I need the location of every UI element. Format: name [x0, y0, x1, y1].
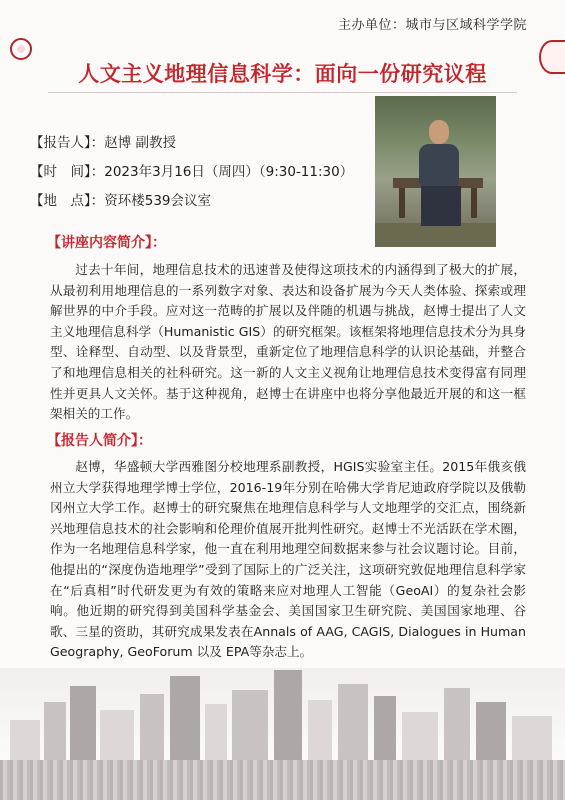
skyline-building — [338, 684, 368, 760]
college-logo — [10, 38, 32, 60]
skyline-building — [10, 720, 40, 760]
organizer-line: 主办单位：城市与区域科学学院 — [337, 18, 527, 33]
title-divider — [48, 92, 517, 93]
skyline-building — [402, 712, 438, 760]
time-value: 2023年3月16日（周四）（9:30-11:30） — [104, 164, 354, 180]
photo-ground — [375, 223, 496, 247]
skyline-building — [140, 694, 164, 760]
skyline-footer — [0, 668, 565, 800]
skyline-building — [512, 716, 552, 760]
skyline-base — [0, 760, 565, 800]
lecture-heading: 【讲座内容简介】： — [47, 235, 166, 251]
place-label: 【地 点】： — [30, 193, 105, 209]
skyline-building — [100, 710, 134, 760]
place-value: 资环楼539会议室 — [104, 193, 212, 209]
skyline-building — [44, 702, 66, 760]
skyline-building — [444, 688, 470, 760]
poster-title: 人文主义地理信息科学：面向一份研究议程 — [78, 62, 487, 86]
speaker-row — [30, 131, 176, 151]
skyline-building — [205, 704, 227, 760]
skyline-building — [70, 686, 96, 760]
time-label: 【时 间】： — [30, 164, 105, 180]
skyline-building — [308, 700, 332, 760]
skyline-building — [374, 696, 396, 760]
skyline-building — [476, 702, 506, 760]
speaker-value: 赵博 副教授 — [104, 135, 177, 151]
speaker-photo — [375, 96, 496, 247]
skyline-building — [232, 690, 268, 760]
photo-bench-leg — [399, 188, 405, 218]
time-row — [30, 160, 353, 180]
skyline-building — [274, 670, 302, 760]
photo-person-body — [419, 144, 459, 186]
lecture-body: 过去十年间，地理信息技术的迅速普及使得这项技术的内涵得到了极大的扩展，从最初利用地理信息的一系列数字对象、表达和设备扩展为今天人类体验、探索或理解世界的中介手段。应对这一范畴的扩展以及伴随的机遇与挑战，赵博士提出了人文主义地理信息科学（Humanistic GIS）的研究框架。该框架将地理信息技术分为具身型、诠释型、自动型、以及背景型，重新定位了地理信息科学的认识论基础，并整合了和地理信息相关的社科研究。这一新的人文主义视角让地理信息技术变得富有同理性并更具人文关怀。基于这种视角，赵博士在讲座中也将分享他最近开展的和这一框架相关的工作。 — [50, 262, 526, 422]
skyline-building — [170, 676, 200, 760]
bio-body: 赵博，华盛顿大学西雅图分校地理系副教授，HGIS实验室主任。2015年俄亥俄州立大学获得地理学博士学位，2016-19年分别在哈佛大学肯尼迪政府学院以及俄勒冈州立大学工作。赵博士的研究聚焦在地理信息科学与人文地理学的交汇点，围绕新兴地理信息技术的社会影响和伦理价值展开批判性研究。赵博士不光活跃在学术圈，作为一名地理信息科学家，他一直在利用地理空间数据来参与社会议题讨论。目前，他提出的“深度伪造地理学”受到了国际上的广泛关注，这项研究敦促地理信息科学家在“后真相”时代研发更为有效的策略来应对地理人工智能（GeoAI）的复杂社会影响。他近期的研究得到美国科学基金会、美国国家卫生研究院、美国国家地理、谷歌、三星的资助，其研究成果发表在Annals of AAG, CAGIS, Dialogues in Human Geography, GeoForum 以及 EPA等杂志上。 — [50, 459, 526, 660]
photo-bench-leg — [471, 188, 477, 218]
place-row — [30, 189, 211, 209]
bio-heading: 【报告人简介】： — [47, 433, 152, 449]
photo-person-legs — [421, 186, 461, 226]
speaker-label: 【报告人】： — [30, 135, 105, 151]
photo-person-head — [429, 120, 449, 144]
